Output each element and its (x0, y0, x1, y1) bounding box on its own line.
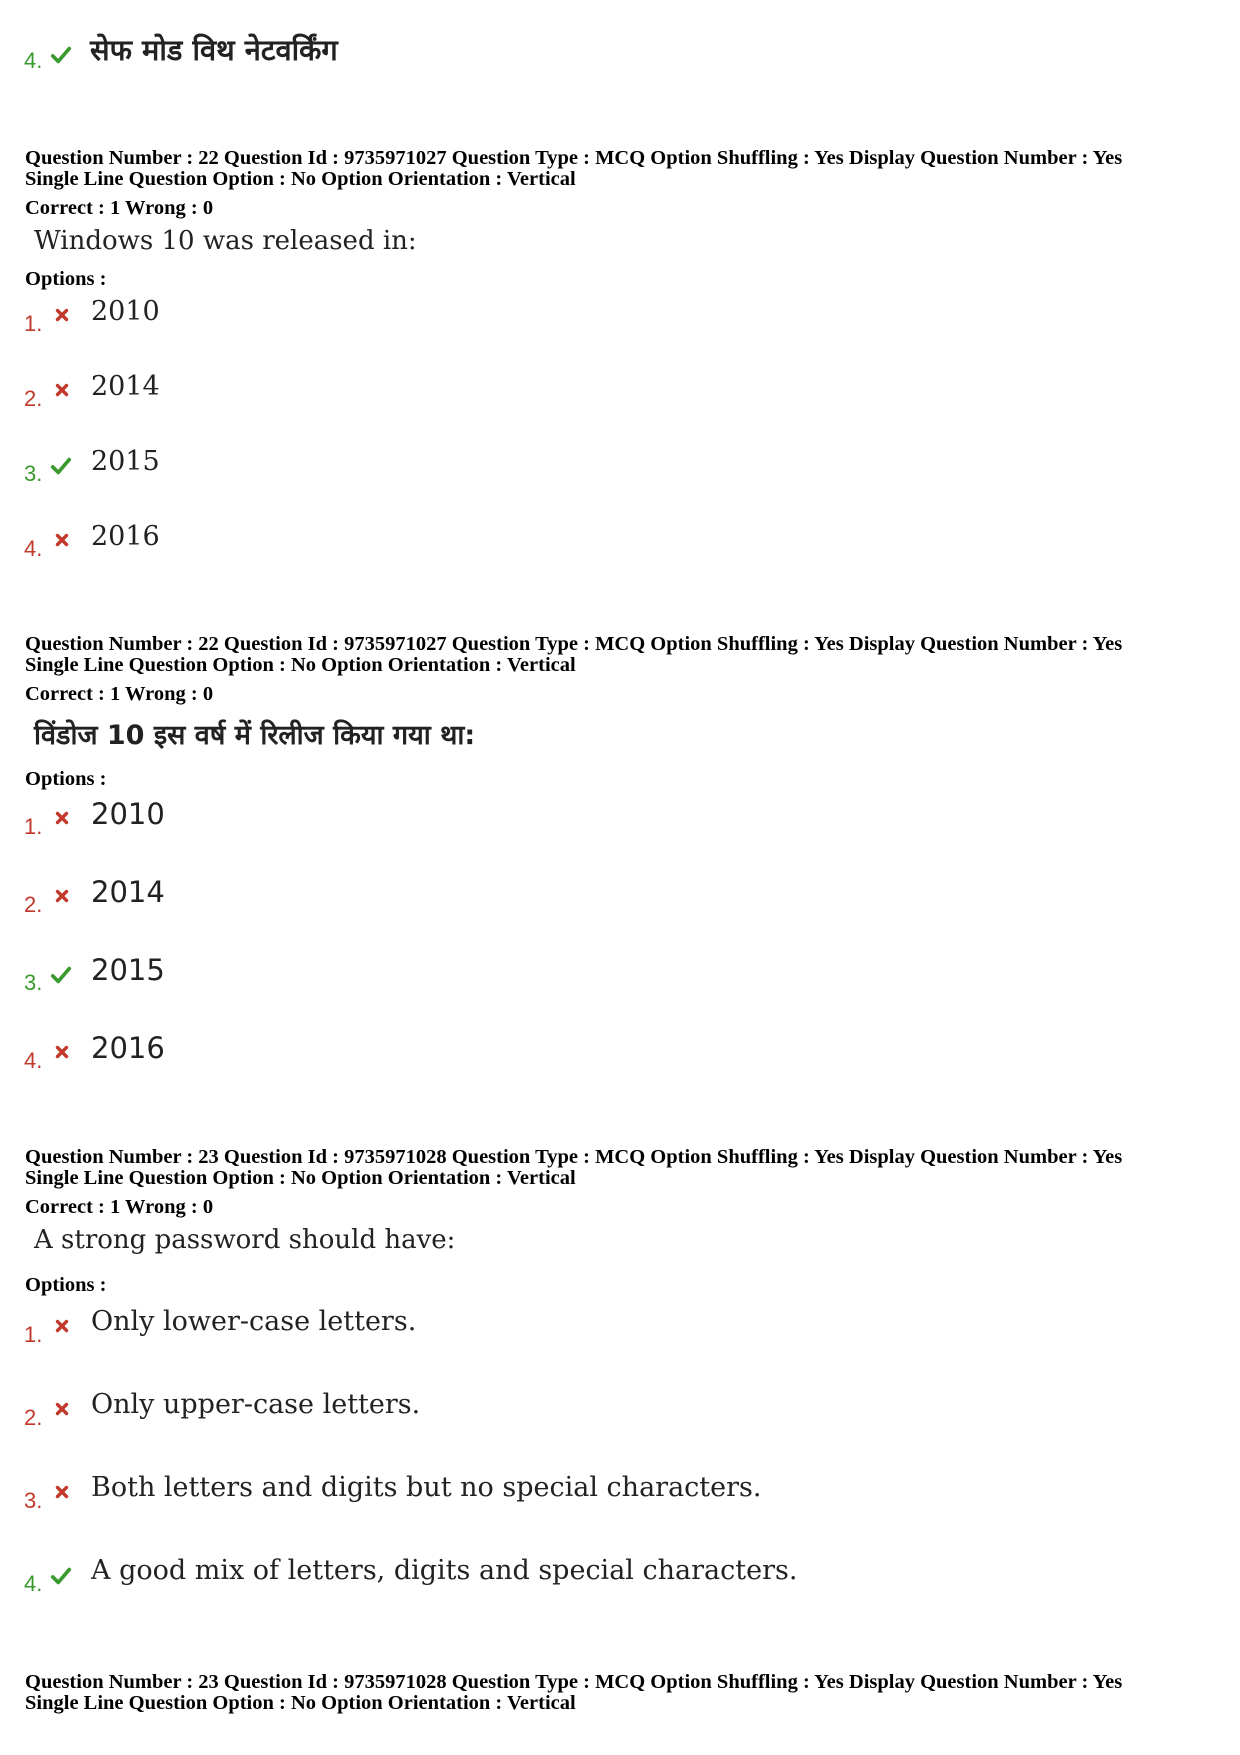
option-text: Only upper-case letters. (91, 1389, 421, 1420)
option-text: 2015 (91, 446, 160, 477)
option-text: 2015 (91, 953, 165, 987)
option-number: 1. (24, 1322, 43, 1347)
question-meta-line1: Question Number : 23 Question Id : 9735971028 Question Type : MCQ Option Shuffling : Yes Display Question Number : Yes (25, 1671, 1123, 1693)
option-text: 2010 (91, 296, 160, 327)
option-number: 4. (24, 536, 43, 561)
option-text: 2016 (91, 521, 160, 552)
check-icon (50, 44, 72, 66)
option-number: 1. (24, 814, 43, 839)
marks-info: Correct : 1 Wrong : 0 (25, 197, 214, 219)
option-number: 2. (24, 892, 43, 917)
check-icon (50, 1565, 72, 1587)
options-label: Options : (25, 1274, 107, 1296)
marks-info: Correct : 1 Wrong : 0 (25, 683, 214, 705)
option-text: सेफ मोड विथ नेटवर्किंग (90, 33, 338, 67)
marks-info: Correct : 1 Wrong : 0 (25, 1196, 214, 1218)
option-text: 2016 (91, 1031, 165, 1065)
option-number: 4. (24, 1048, 43, 1073)
question-meta-line1: Question Number : 23 Question Id : 9735971028 Question Type : MCQ Option Shuffling : Yes Display Question Number : Yes (25, 1146, 1123, 1168)
cross-icon (53, 1317, 71, 1335)
option-number: 2. (24, 386, 43, 411)
cross-icon (53, 1400, 71, 1418)
cross-icon (53, 1043, 71, 1061)
question-text: Windows 10 was released in: (34, 226, 417, 256)
cross-icon (53, 306, 71, 324)
option-text: 2010 (91, 797, 165, 831)
option-number: 3. (24, 461, 43, 486)
check-icon (50, 455, 72, 477)
option-number: 3. (24, 1488, 43, 1513)
option-text: 2014 (91, 875, 165, 909)
question-meta-line1: Question Number : 22 Question Id : 9735971027 Question Type : MCQ Option Shuffling : Yes Display Question Number : Yes (25, 633, 1123, 655)
question-meta-line2: Single Line Question Option : No Option Orientation : Vertical (25, 168, 576, 190)
cross-icon (53, 381, 71, 399)
option-text: Only lower-case letters. (91, 1306, 417, 1337)
option-number: 2. (24, 1405, 43, 1430)
options-label: Options : (25, 268, 107, 290)
check-icon (50, 964, 72, 986)
question-text: विंडोज 10 इस वर्ष में रिलीज किया गया था: (34, 720, 476, 751)
question-meta-line1: Question Number : 22 Question Id : 9735971027 Question Type : MCQ Option Shuffling : Yes Display Question Number : Yes (25, 147, 1123, 169)
question-text: A strong password should have: (34, 1225, 456, 1255)
option-number: 4. (24, 1571, 43, 1596)
option-text: A good mix of letters, digits and special characters. (91, 1555, 798, 1586)
option-number: 4. (24, 48, 43, 73)
question-meta-line2: Single Line Question Option : No Option Orientation : Vertical (25, 1692, 576, 1714)
cross-icon (53, 887, 71, 905)
cross-icon (53, 1483, 71, 1501)
options-label: Options : (25, 768, 107, 790)
option-text: Both letters and digits but no special characters. (91, 1472, 762, 1503)
cross-icon (53, 809, 71, 827)
option-number: 1. (24, 311, 43, 336)
cross-icon (53, 531, 71, 549)
question-meta-line2: Single Line Question Option : No Option Orientation : Vertical (25, 654, 576, 676)
question-meta-line2: Single Line Question Option : No Option Orientation : Vertical (25, 1167, 576, 1189)
option-text: 2014 (91, 371, 160, 402)
option-number: 3. (24, 970, 43, 995)
